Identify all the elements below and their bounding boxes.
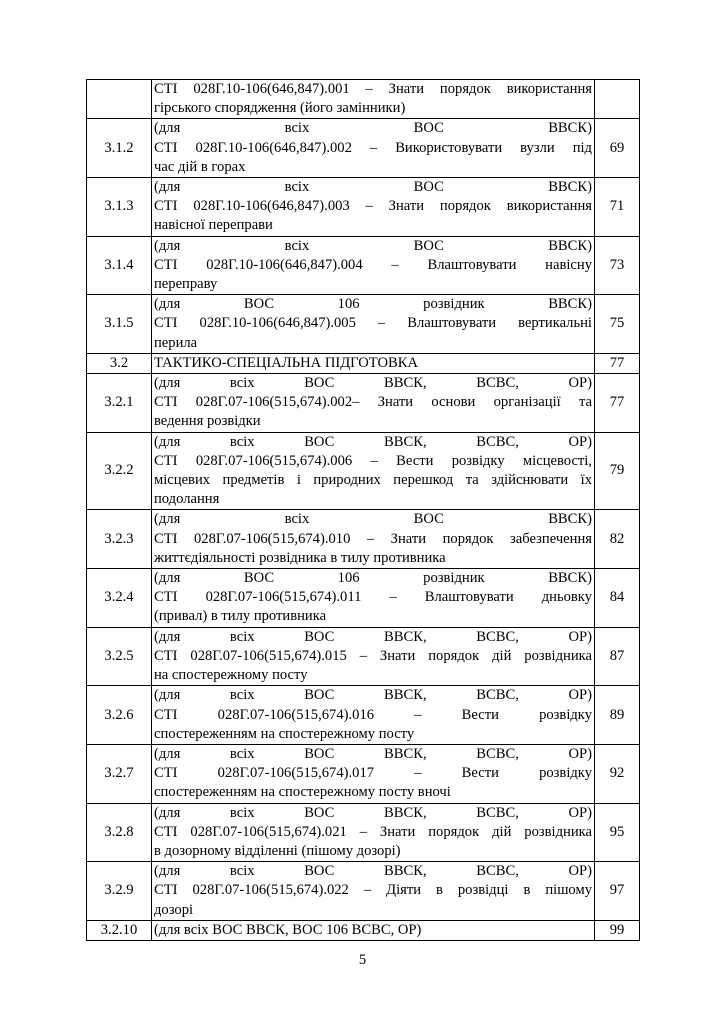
section-title [152, 862, 595, 921]
title-line: дозорі [154, 901, 194, 918]
page-ref [595, 80, 640, 119]
section-title [152, 374, 595, 433]
title-line: гірського спорядження (його замінники) [154, 100, 406, 117]
title-line: (для всіх ВОС ВВСК, ВСВС, ОР) [154, 745, 592, 762]
page-ref: 69 [595, 119, 640, 178]
page-ref: 75 [595, 295, 640, 354]
section-number: 3.1.5 [87, 295, 152, 354]
title-line: спостереженням на спостережному посту вночі [154, 784, 451, 801]
section-number: 3.2.5 [87, 627, 152, 686]
title-line: (привал) в тилу противника [154, 608, 327, 625]
title-line: (для всіх ВОС ВВСК, ВСВС, ОР) [154, 375, 592, 392]
section-number [87, 80, 152, 119]
page-ref: 89 [595, 686, 640, 745]
title-line: СТІ 028Г.07-106(515,674).022 – Діяти в розвідці в пішому [154, 882, 592, 899]
section-title [152, 236, 595, 295]
page-ref: 73 [595, 236, 640, 295]
section-number: 3.2.3 [87, 510, 152, 569]
title-line: перила [154, 334, 198, 351]
section-title [152, 569, 595, 628]
table-row [87, 432, 640, 510]
table-row [87, 119, 640, 178]
title-line: спостереженням на спостережному посту [154, 725, 415, 742]
page-ref: 77 [595, 374, 640, 433]
section-number: 3.2 [87, 353, 152, 373]
table-row [87, 295, 640, 354]
page-ref: 79 [595, 432, 640, 510]
table-row [87, 744, 640, 803]
table-row [87, 627, 640, 686]
title-line: (для всіх ВОС ВВСК, ВОС 106 ВСВС, ОР) [154, 921, 422, 938]
title-line: місцевих предметів і природних перешкод та здійснювати їх [154, 472, 592, 489]
title-line: СТІ 028Г.07-106(515,674).011 – Влаштовувати дньовку [154, 589, 592, 606]
section-number: 3.2.1 [87, 374, 152, 433]
section-number: 3.2.2 [87, 432, 152, 510]
section-title [152, 295, 595, 354]
table-row [87, 236, 640, 295]
title-line: (для всіх ВОС ВВСК, ВСВС, ОР) [154, 687, 592, 704]
page-number: 5 [358, 952, 367, 968]
title-line: (для всіх ВОС ВВСК, ВСВС, ОР) [154, 863, 592, 880]
page-ref: 99 [595, 920, 640, 940]
page-ref: 95 [595, 803, 640, 862]
title-line: (для всіх ВОС ВВСК) [154, 179, 592, 196]
title-line: (для всіх ВОС ВВСК) [154, 120, 592, 137]
table-row [87, 510, 640, 569]
title-line: переправу [154, 276, 218, 293]
page-ref: 92 [595, 744, 640, 803]
title-line: (для всіх ВОС ВВСК, ВСВС, ОР) [154, 628, 592, 645]
section-number: 3.1.2 [87, 119, 152, 178]
section-number: 3.2.9 [87, 862, 152, 921]
page-ref: 82 [595, 510, 640, 569]
title-line: (для ВОС 106 розвідник ВВСК) [154, 296, 592, 313]
title-line: час дій в горах [154, 158, 246, 175]
table-row [87, 920, 640, 940]
title-line: СТІ 028Г.10-106(646,847).005 – Влаштовувати вертикальні [154, 315, 592, 332]
table-row [87, 569, 640, 628]
title-line: СТІ 028Г.10-106(646,847).001 – Знати порядок використання [154, 81, 592, 97]
title-line: СТІ 028Г.10-106(646,847).003 – Знати порядок використання [154, 198, 592, 215]
title-line: СТІ 028Г.10-106(646,847).004 – Влаштовувати навісну [154, 256, 592, 273]
section-title [152, 510, 595, 569]
title-line: в дозорному відділенні (пішому дозорі) [154, 842, 401, 859]
section-title [152, 803, 595, 862]
section-number: 3.1.4 [87, 236, 152, 295]
section-number: 3.2.7 [87, 744, 152, 803]
section-title [152, 432, 595, 510]
section-number: 3.2.6 [87, 686, 152, 745]
page-ref: 77 [595, 353, 640, 373]
table-row [87, 803, 640, 862]
title-line: на спостережному посту [154, 667, 308, 684]
title-line: (для ВОС 106 розвідник ВВСК) [154, 570, 592, 587]
table-row [87, 178, 640, 237]
table-row [87, 80, 640, 119]
title-line: ведення розвідки [154, 413, 261, 430]
title-line: СТІ 028Г.07-106(515,674).017 – Вести розвідку [154, 765, 592, 782]
toc-body [87, 80, 640, 941]
title-line: СТІ 028Г.07-106(515,674).016 – Вести розвідку [154, 706, 592, 723]
section-number: 3.2.10 [87, 920, 152, 940]
section-title [152, 119, 595, 178]
section-title [152, 686, 595, 745]
table-row [87, 353, 640, 373]
title-line: СТІ 028Г.07-106(515,674).006 – Вести розвідку місцевості, [154, 452, 592, 469]
table-row [87, 686, 640, 745]
section-number: 3.1.3 [87, 178, 152, 237]
title-line: (для всіх ВОС ВВСК) [154, 237, 592, 254]
section-number: 3.2.4 [87, 569, 152, 628]
section-title [152, 80, 595, 119]
title-line: (для всіх ВОС ВВСК, ВСВС, ОР) [154, 804, 592, 821]
title-line: життєдіяльності розвідника в тилу противника [154, 549, 446, 566]
title-line: навісної переправи [154, 217, 273, 234]
title-line: СТІ 028Г.10-106(646,847).002 – Використовувати вузли під [154, 139, 592, 156]
title-line: СТІ 028Г.07-106(515,674).002– Знати основи організації та [154, 394, 592, 411]
title-line: СТІ 028Г.07-106(515,674).015 – Знати порядок дій розвідника [154, 647, 592, 664]
table-row [87, 862, 640, 921]
section-number: 3.2.8 [87, 803, 152, 862]
section-title [152, 744, 595, 803]
title-line: СТІ 028Г.07-106(515,674).021 – Знати порядок дій розвідника [154, 823, 592, 840]
section-title [152, 627, 595, 686]
title-line: ТАКТИКО-СПЕЦІАЛЬНА ПІДГОТОВКА [154, 354, 419, 371]
title-line: СТІ 028Г.07-106(515,674).010 – Знати порядок забезпечення [154, 530, 592, 547]
table-row [87, 374, 640, 433]
page-ref: 71 [595, 178, 640, 237]
table-of-contents [86, 79, 640, 941]
section-title [152, 178, 595, 237]
page-ref: 87 [595, 627, 640, 686]
section-title [152, 920, 595, 940]
page-ref: 97 [595, 862, 640, 921]
title-line: (для всіх ВОС ВВСК, ВСВС, ОР) [154, 433, 592, 450]
section-title [152, 353, 595, 373]
title-line: подолання [154, 491, 220, 508]
page-ref: 84 [595, 569, 640, 628]
title-line: (для всіх ВОС ВВСК) [154, 511, 592, 528]
